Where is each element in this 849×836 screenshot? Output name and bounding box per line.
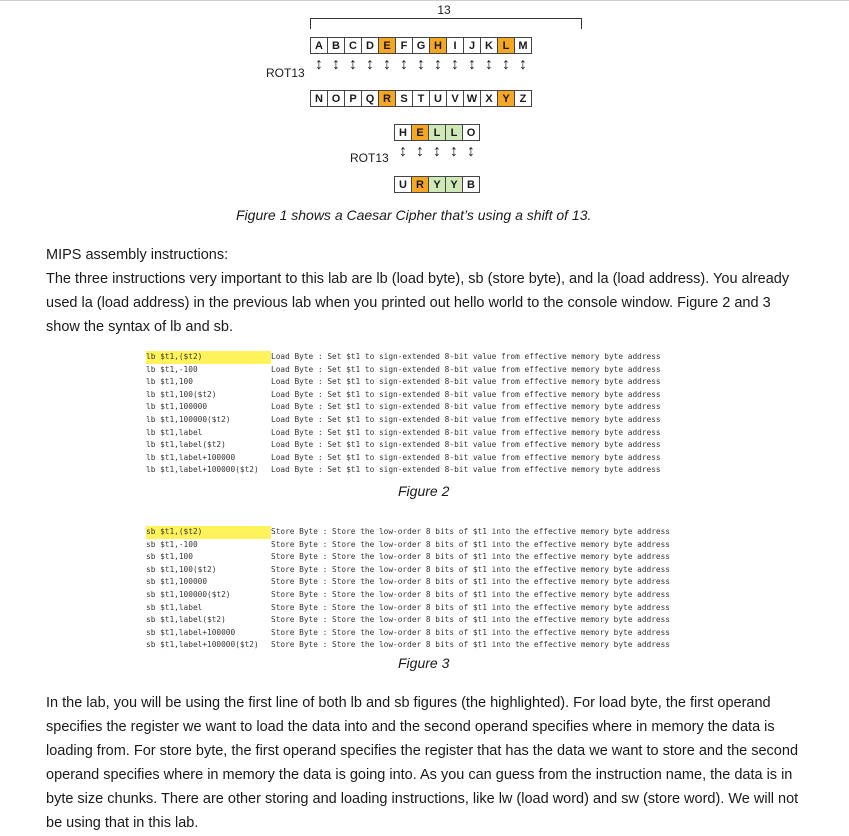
syntax-row [146,364,746,377]
double-arrow-icon: ↕ [366,56,374,73]
letter-cell: Z [514,90,532,107]
letter-cell: A [310,37,328,54]
syntax-text: lb $t1,100 [146,377,193,387]
description-text: Load Byte : Set $t1 to sign-extended 8-bit value from effective memory byte address [271,414,661,424]
description-text: Store Byte : Store the low-order 8 bits of $t1 into the effective memory byte address [271,539,671,549]
double-arrow-icon: ↕ [433,143,441,160]
letter-cell: Y [497,90,515,107]
double-arrow-icon: ↕ [451,56,459,73]
description-text: Load Byte : Set $t1 to sign-extended 8-bit value from effective memory byte address [271,389,661,399]
syntax-text: lb $t1,label+100000 [146,452,236,462]
syntax-text: sb $t1,label($t2) [146,615,226,625]
letter-cell: P [344,90,362,107]
letter-cell: B [462,176,480,193]
letter-cell: M [514,37,532,54]
syntax-row [146,639,746,652]
letter-cell: Y [428,176,446,193]
description-text: Load Byte : Set $t1 to sign-extended 8-bit value from effective memory byte address [271,465,661,475]
letter-cell: B [327,37,345,54]
alphabet-top-row [311,37,532,54]
description-text: Store Byte : Store the low-order 8 bits of $t1 into the effective memory byte address [271,552,671,562]
syntax-text: lb $t1,label($t2) [146,440,226,450]
double-arrow-icon: ↕ [400,56,408,73]
alphabet-bottom-row [311,90,532,107]
letter-cell: R [378,90,396,107]
description-text: Load Byte : Set $t1 to sign-extended 8-bit value from effective memory byte address [271,364,661,374]
description-text: Load Byte : Set $t1 to sign-extended 8-bit value from effective memory byte address [271,352,661,361]
double-arrow-icon: ↕ [383,56,391,73]
letter-cell: Q [361,90,379,107]
letter-cell: Y [445,176,463,193]
syntax-text: sb $t1,label [146,602,203,612]
double-arrow-icon: ↕ [315,56,323,73]
syntax-row [146,589,746,602]
description-text: Load Byte : Set $t1 to sign-extended 8-bit value from effective memory byte address [271,427,661,437]
syntax-row [146,427,746,440]
syntax-row [146,464,746,477]
letter-cell: L [497,37,515,54]
description-text: Store Byte : Store the low-order 8 bits of $t1 into the effective memory byte address [271,640,671,650]
syntax-row [146,576,746,589]
syntax-text: lb $t1,100000($t2) [146,414,231,424]
letter-cell: H [394,124,412,141]
letter-cell: I [446,37,464,54]
letter-cell: C [344,37,362,54]
letter-cell: G [412,37,430,54]
double-arrow-icon: ↕ [417,56,425,73]
rot13-arrows-word [395,141,480,163]
description-text: Load Byte : Set $t1 to sign-extended 8-bit value from effective memory byte address [271,440,661,450]
description-text: Store Byte : Store the low-order 8 bits of $t1 into the effective memory byte address [271,602,671,612]
double-arrow-icon: ↕ [332,56,340,73]
figure1-caption: Figure 1 shows a Caesar Cipher that’s using a shift of 13. [236,207,592,223]
rot13-arrows-top [311,54,532,76]
syntax-row [146,376,746,389]
syntax-text: sb $t1,100($t2) [146,564,217,574]
syntax-text: lb $t1,100000 [146,402,208,412]
syntax-text: sb $t1,100000($t2) [146,589,231,599]
letter-cell: K [480,37,498,54]
intro-paragraph: The three instructions very important to this lab are lb (load byte), sb (store byte), and la (load address). You already used la (load address) in the previous lab when you printed out hello world to the console window. Figure 2 and 3 show the syntax of lb and sb. [46,271,790,335]
double-arrow-icon: ↕ [434,56,442,73]
syntax-text: sb $t1,($t2) [146,526,271,539]
double-arrow-icon: ↕ [450,143,458,160]
description-text: Store Byte : Store the low-order 8 bits of $t1 into the effective memory byte address [271,615,671,625]
mips-heading: MIPS assembly instructions: [46,247,229,263]
double-arrow-icon: ↕ [349,56,357,73]
double-arrow-icon: ↕ [468,56,476,73]
word-uryyb [395,176,480,193]
syntax-text: sb $t1,-100 [146,539,198,549]
syntax-row [146,526,746,539]
syntax-row [146,351,746,364]
description-text: Load Byte : Set $t1 to sign-extended 8-bit value from effective memory byte address [271,452,661,462]
figure3-caption: Figure 3 [398,655,450,671]
syntax-row [146,602,746,615]
letter-cell: L [445,124,463,141]
syntax-text: sb $t1,100000 [146,577,208,587]
letter-cell: J [463,37,481,54]
syntax-text: lb $t1,($t2) [146,351,271,364]
letter-cell: E [378,37,396,54]
double-arrow-icon: ↕ [467,143,475,160]
letter-cell: F [395,37,413,54]
syntax-text: sb $t1,label+100000 [146,627,236,637]
syntax-text: lb $t1,label [146,427,203,437]
letter-cell: N [310,90,328,107]
description-text: Load Byte : Set $t1 to sign-extended 8-bit value from effective memory byte address [271,402,661,412]
letter-cell: L [428,124,446,141]
letter-cell: U [429,90,447,107]
letter-cell: R [411,176,429,193]
letter-cell: U [394,176,412,193]
syntax-text: sb $t1,100 [146,552,193,562]
word-hello [395,124,480,141]
description-text: Store Byte : Store the low-order 8 bits of $t1 into the effective memory byte address [271,564,671,574]
double-arrow-icon: ↕ [519,56,527,73]
lb-syntax-table [146,351,746,477]
letter-cell: O [462,124,480,141]
syntax-row [146,452,746,465]
double-arrow-icon: ↕ [399,143,407,160]
syntax-row [146,414,746,427]
letter-cell: T [412,90,430,107]
double-arrow-icon: ↕ [416,143,424,160]
syntax-row [146,439,746,452]
description-text: Store Byte : Store the low-order 8 bits of $t1 into the effective memory byte address [271,577,671,587]
syntax-row [146,401,746,414]
syntax-row [146,389,746,402]
description-text: Store Byte : Store the low-order 8 bits of $t1 into the effective memory byte address [271,527,671,536]
syntax-row [146,551,746,564]
letter-cell: W [463,90,481,107]
letter-cell: X [480,90,498,107]
shift-bracket [310,18,582,29]
letter-cell: E [411,124,429,141]
figure2-caption: Figure 2 [398,483,450,499]
letter-cell: H [429,37,447,54]
letter-cell: O [327,90,345,107]
description-text: Store Byte : Store the low-order 8 bits of $t1 into the effective memory byte address [271,589,671,599]
syntax-text: lb $t1,label+100000($t2) [146,465,259,475]
double-arrow-icon: ↕ [502,56,510,73]
letter-cell: V [446,90,464,107]
explanation-paragraph: In the lab, you will be using the first line of both lb and sb figures (the highlighted). For load byte, the first operand specifies the register we want to load the data into and the second operand specifies where in memory the data is loading from. For store byte, the first operand specifies the register that has the data we want to store and the second operand specifies where in memory the data is going into. As you can guess from the instruction name, the data is in byte size chunks. There are other storing and loading instructions, like lw (load word) and sw (store word). We will not be using that in this lab. [46,695,799,831]
syntax-row [146,627,746,640]
rot13-label-1: ROT13 [266,66,305,80]
description-text: Load Byte : Set $t1 to sign-extended 8-bit value from effective memory byte address [271,377,661,387]
top-rule [0,0,849,1]
sb-syntax-table [146,526,746,652]
syntax-text: lb $t1,-100 [146,364,198,374]
syntax-text: lb $t1,100($t2) [146,389,217,399]
syntax-row [146,539,746,552]
double-arrow-icon: ↕ [485,56,493,73]
rot13-label-2: ROT13 [350,151,389,165]
letter-cell: S [395,90,413,107]
description-text: Store Byte : Store the low-order 8 bits of $t1 into the effective memory byte address [271,627,671,637]
syntax-text: sb $t1,label+100000($t2) [146,640,259,650]
syntax-row [146,614,746,627]
shift-number: 13 [437,3,451,17]
letter-cell: D [361,37,379,54]
syntax-row [146,564,746,577]
